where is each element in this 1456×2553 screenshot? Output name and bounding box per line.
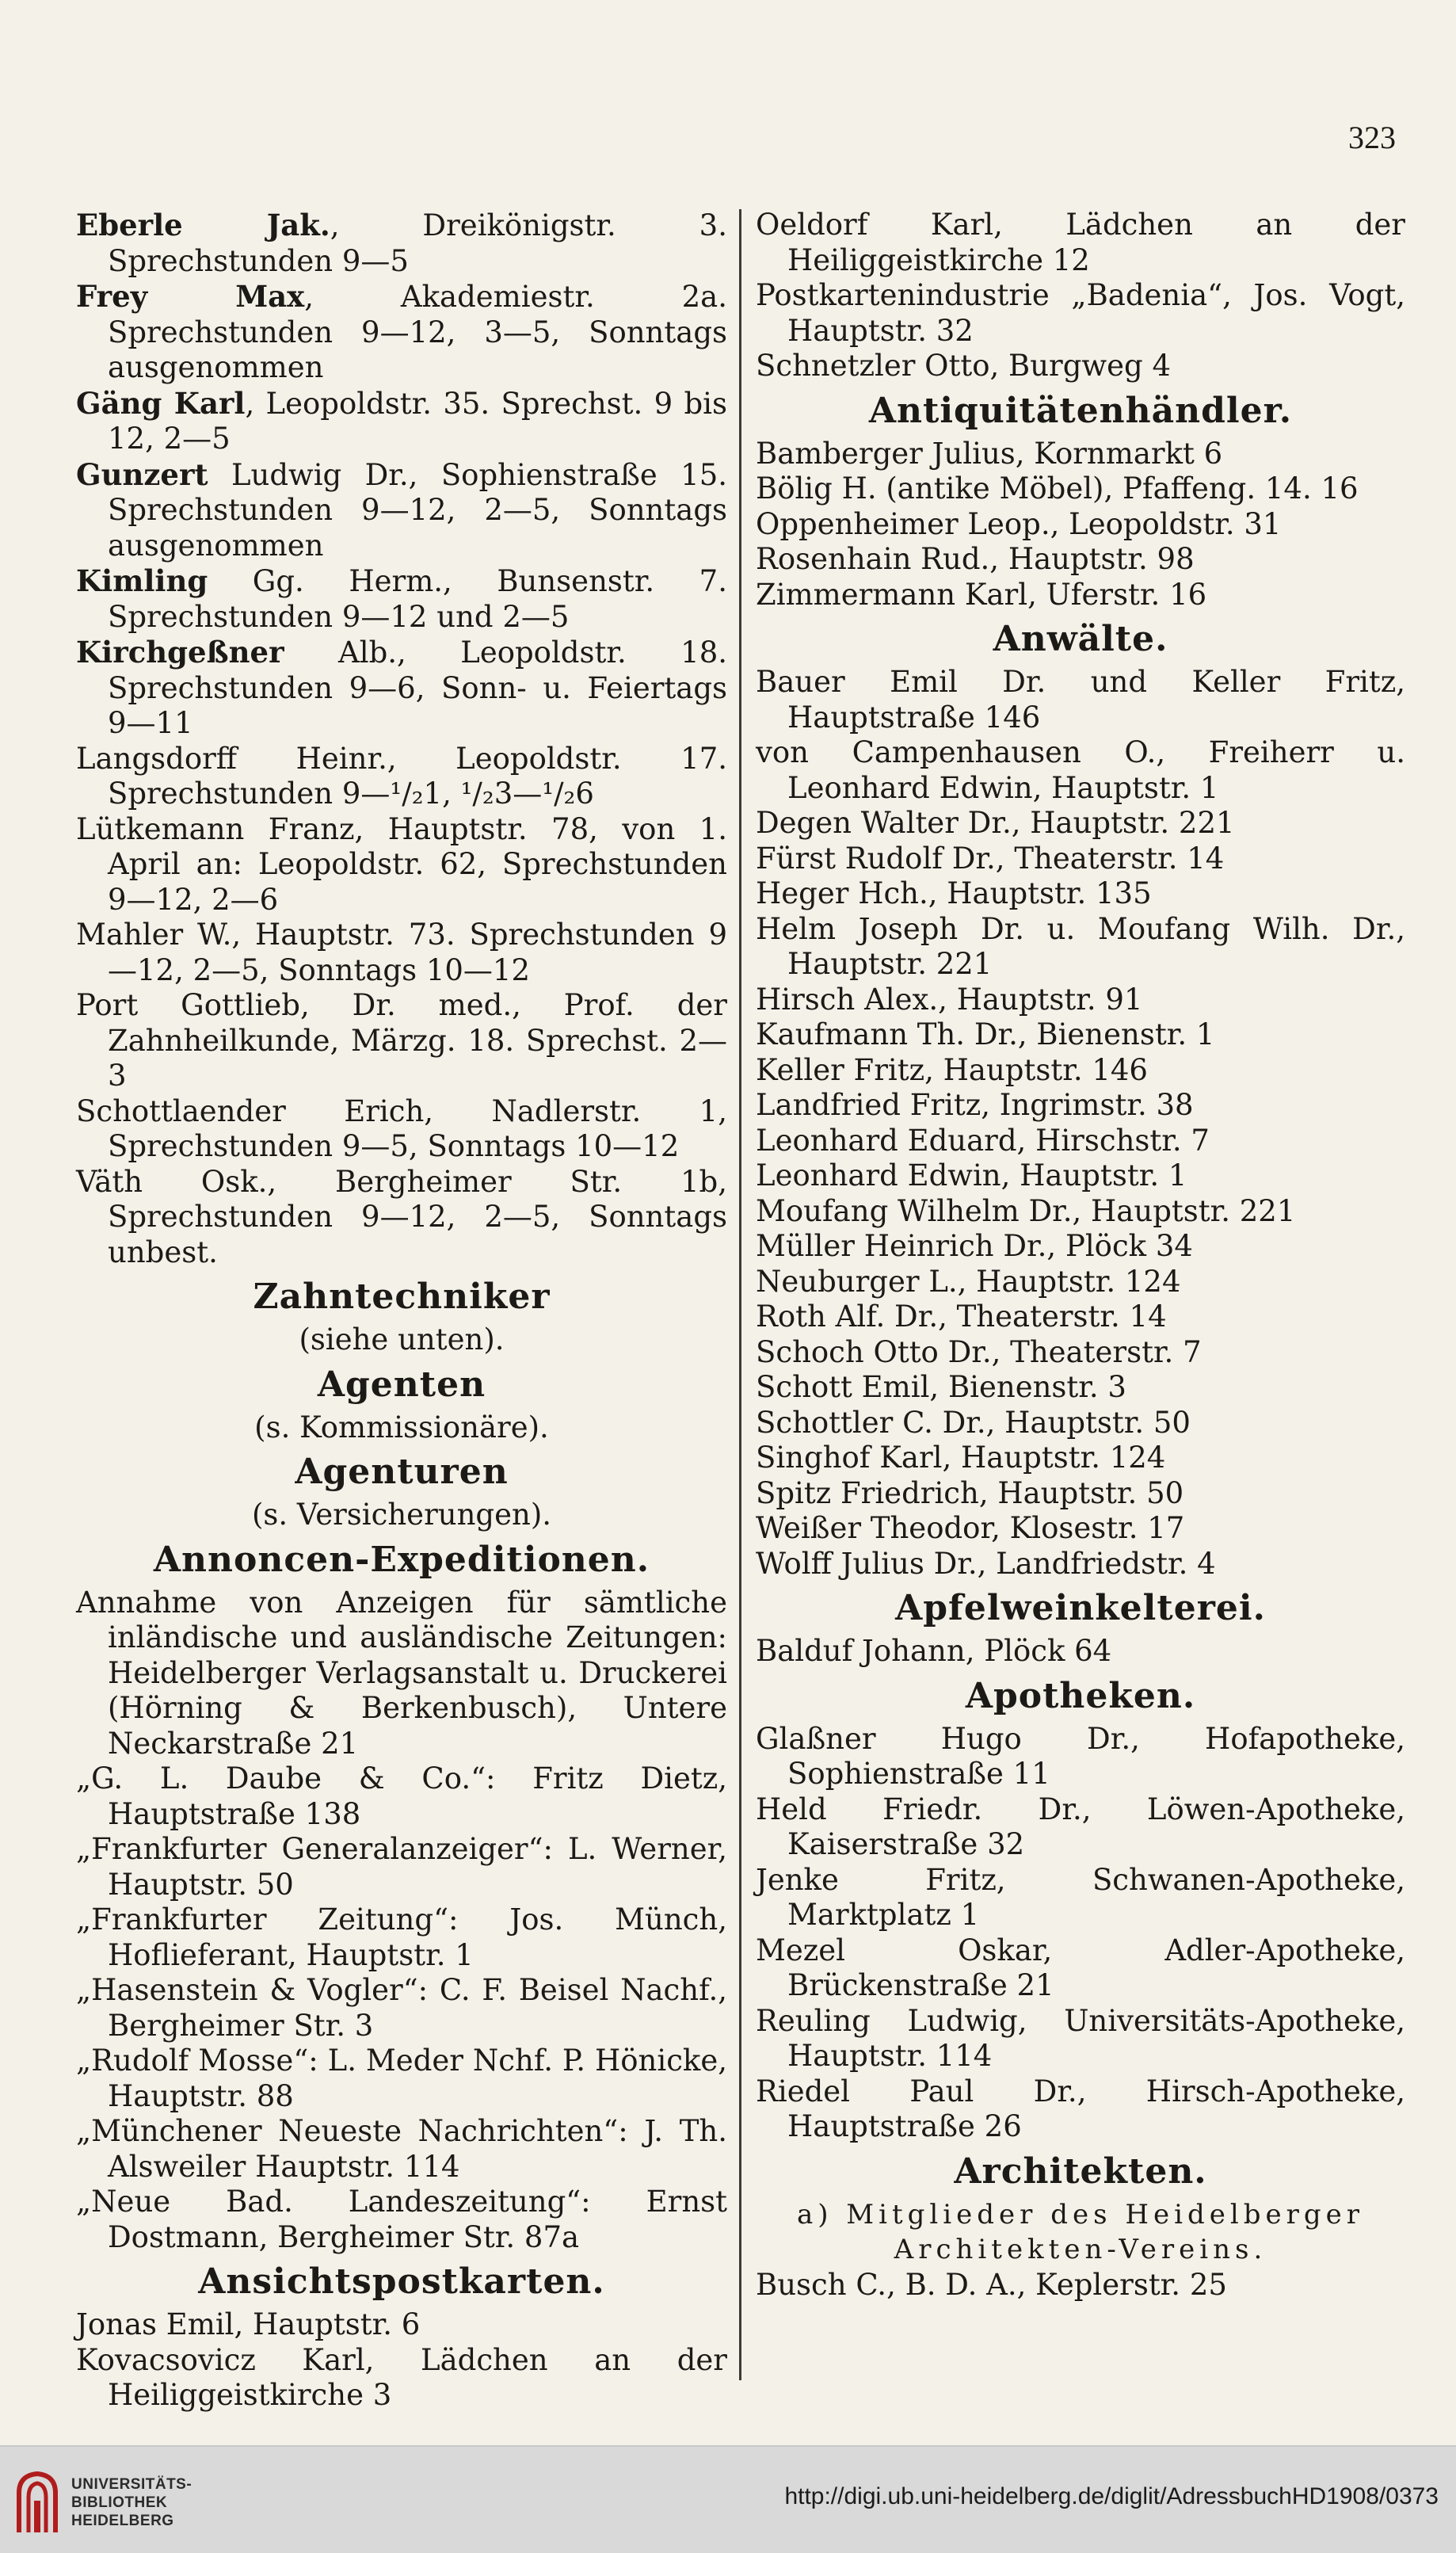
- section-heading: Architekten.: [954, 2150, 1207, 2192]
- directory-entry: [756, 1406, 1405, 1441]
- entry-text: „Frankfurter Zeitung“: Jos. Münch, Hoflieferant, Hauptstr. 1: [76, 1902, 727, 1972]
- directory-entry: [756, 735, 1405, 806]
- entry-text: Port Gottlieb, Dr. med., Prof. der Zahnheilkunde, Märzg. 18. Sprechst. 2—3: [76, 988, 727, 1093]
- directory-entry: [756, 1124, 1405, 1159]
- entry-text: Riedel Paul Dr., Hirsch-Apotheke, Hauptstraße 26: [756, 2074, 1405, 2143]
- entry-text: Helm Joseph Dr. u. Moufang Wilh. Dr., Hauptstr. 221: [756, 911, 1405, 981]
- entry-text: „Rudolf Mosse“: L. Meder Nchf. P. Hönicke, Hauptstr. 88: [76, 2044, 727, 2113]
- directory-entry: [756, 1634, 1405, 1670]
- section-heading: Zahntechniker: [253, 1276, 551, 1317]
- directory-entry: [756, 2074, 1405, 2145]
- section-note: (s. Versicherungen).: [251, 1498, 552, 1532]
- entry-text: Heger Hch., Hauptstr. 135: [756, 876, 1152, 910]
- directory-entry: [756, 2004, 1405, 2074]
- right-column: [756, 208, 1405, 2303]
- left-column: [76, 208, 727, 2414]
- section-heading: Apfelweinkelterei.: [895, 1588, 1266, 1628]
- directory-entry: [756, 876, 1405, 912]
- entry-name: Kimling: [76, 563, 208, 598]
- directory-entry: [76, 208, 727, 279]
- entry-text: Degen Walter Dr., Hauptstr. 221: [756, 806, 1235, 840]
- library-emblem-icon: [14, 2469, 60, 2536]
- entry-text: „Münchener Neueste Nachrichten“: J. Th. Alsweiler Hauptstr. 114: [76, 2114, 727, 2184]
- directory-entry: [756, 1158, 1405, 1194]
- entry-text: Held Friedr. Dr., Löwen-Apotheke, Kaiserstraße 32: [756, 1792, 1405, 1861]
- directory-entry: [76, 742, 727, 812]
- directory-entry: [76, 812, 727, 918]
- entry-text: Mahler W., Hauptstr. 73. Sprechstunden 9—12, 2—5, Sonntags 10—12: [76, 918, 727, 987]
- directory-entry: [756, 1265, 1405, 1300]
- entry-text: Spitz Friedrich, Hauptstr. 50: [756, 1475, 1184, 1510]
- entry-text: Busch C., B. D. A., Keplerstr. 25: [756, 2267, 1227, 2302]
- entry-text: Langsdorff Heinr., Leopoldstr. 17. Sprechstunden 9—¹/₂1, ¹/₂3—¹/₂6: [76, 741, 727, 811]
- entry-text: „Hasenstein & Vogler“: C. F. Beisel Nachf., Bergheimer Str. 3: [76, 1973, 727, 2043]
- entry-text: Bauer Emil Dr. und Keller Fritz, Hauptstraße 146: [756, 665, 1405, 735]
- entry-text: Landfried Fritz, Ingrimstr. 38: [756, 1088, 1194, 1122]
- entry-text: Annahme von Anzeigen für sämtliche inländische und ausländische Zeitungen: Heidelberger Verlagsanstalt u. Druckerei (Hörning & Berkenbusch), Untere Neckarstraße 21: [76, 1585, 727, 1761]
- directory-entry: [76, 1165, 727, 1271]
- entry-text: , Leopoldstr. 35. Sprechst. 9 bis 12, 2—5: [108, 386, 727, 456]
- directory-entry: [756, 578, 1405, 613]
- entry-text: , Akademiestr. 2a. Sprechstunden 9—12, 3—5, Sonntags ausgenommen: [108, 280, 727, 384]
- entry-text: „Frankfurter Generalanzeiger“: L. Werner, Hauptstr. 50: [76, 1832, 727, 1902]
- entry-text: Rosenhain Rud., Hauptstr. 98: [756, 542, 1195, 576]
- directory-entry: [76, 2044, 727, 2114]
- entry-text: Jenke Fritz, Schwanen-Apotheke, Marktplatz 1: [756, 1862, 1405, 1932]
- entry-text: Roth Alf. Dr., Theaterstr. 14: [756, 1299, 1167, 1334]
- entry-text: Väth Osk., Bergheimer Str. 1b, Sprechstunden 9—12, 2—5, Sonntags unbest.: [76, 1164, 727, 1269]
- entry-text: Oppenheimer Leop., Leopoldstr. 31: [756, 506, 1282, 541]
- entry-text: Zimmermann Karl, Uferstr. 16: [756, 577, 1207, 612]
- directory-entry: [76, 1832, 727, 1902]
- directory-entry: [756, 1476, 1405, 1512]
- directory-entry: [756, 1299, 1405, 1335]
- directory-entry: [76, 1973, 727, 2044]
- directory-entry: [756, 1722, 1405, 1792]
- entry-name: Gäng Karl: [76, 385, 246, 421]
- directory-entry: [756, 1441, 1405, 1476]
- directory-entry: [756, 1017, 1405, 1053]
- entry-text: Ludwig Dr., Sophienstraße 15. Sprechstunden 9—12, 2—5, Sonntags ausgenommen: [108, 457, 727, 563]
- entry-text: Kovacsovicz Karl, Lädchen an der Heiliggeistkirche 3: [76, 2342, 727, 2412]
- section-heading: Ansichtspostkarten.: [198, 2261, 605, 2302]
- source-url[interactable]: http://digi.ub.uni-heidelberg.de/diglit/AdressbuchHD1908/0373: [784, 2483, 1439, 2509]
- entry-text: Moufang Wilhelm Dr., Hauptstr. 221: [756, 1193, 1296, 1228]
- directory-entry: [76, 918, 727, 988]
- directory-entry: [756, 1792, 1405, 1863]
- entry-text: Balduf Johann, Plöck 64: [756, 1634, 1112, 1668]
- entry-text: Glaßner Hugo Dr., Hofapotheke, Sophienstraße 11: [756, 1721, 1405, 1791]
- directory-entry: [756, 1547, 1405, 1582]
- entry-text: Fürst Rudolf Dr., Theaterstr. 14: [756, 841, 1225, 876]
- entry-text: Müller Heinrich Dr., Plöck 34: [756, 1229, 1193, 1263]
- directory-entry: [756, 1335, 1405, 1371]
- entry-text: „Neue Bad. Landeszeitung“: Ernst Dostmann, Bergheimer Str. 87a: [76, 2185, 727, 2254]
- directory-entry: [756, 806, 1405, 841]
- directory-entry: [756, 542, 1405, 578]
- library-name: [71, 2475, 192, 2530]
- directory-entry: [76, 457, 727, 564]
- section-heading: Anwälte.: [993, 619, 1168, 659]
- entry-text: Wolff Julius Dr., Landfriedstr. 4: [756, 1546, 1216, 1581]
- directory-entry: [756, 349, 1405, 384]
- entry-text: Schott Emil, Bienenstr. 3: [756, 1370, 1126, 1404]
- entry-text: Postkartenindustrie „Badenia“, Jos. Vogt, Hauptstr. 32: [756, 278, 1405, 348]
- directory-entry: [756, 1088, 1405, 1124]
- directory-entry: [76, 2114, 727, 2185]
- entry-text: Jonas Emil, Hauptstr. 6: [76, 2307, 421, 2341]
- logo-line: UNIVERSITÄTS-: [71, 2475, 192, 2493]
- library-logo[interactable]: [14, 2464, 192, 2540]
- directory-entry: [756, 1370, 1405, 1406]
- entry-text: Alb., Leopoldstr. 18. Sprechstunden 9—6, Sonn- u. Feiertags 9—11: [108, 635, 727, 740]
- directory-entry: [756, 1511, 1405, 1547]
- directory-entry: [756, 983, 1405, 1018]
- entry-text: Oeldorf Karl, Lädchen an der Heiliggeistkirche 12: [756, 208, 1405, 277]
- entry-text: Weißer Theodor, Klosestr. 17: [756, 1511, 1185, 1545]
- entry-text: Schottlaender Erich, Nadlerstr. 1, Sprechstunden 9—5, Sonntags 10—12: [76, 1093, 727, 1163]
- entry-name: Eberle Jak.: [76, 208, 330, 242]
- entry-text: Mezel Oskar, Adler-Apotheke, Brückenstraße 21: [756, 1933, 1405, 2002]
- directory-entry: [76, 2185, 727, 2255]
- entry-text: Gg. Herm., Bunsenstr. 7. Sprechstunden 9—12 und 2—5: [108, 564, 727, 634]
- directory-entry: [756, 437, 1405, 472]
- directory-entry: [756, 278, 1405, 349]
- directory-entry: [756, 1863, 1405, 1933]
- directory-entry: [76, 1902, 727, 1973]
- directory-entry: [756, 208, 1405, 278]
- entry-text: Reuling Ludwig, Universitäts-Apotheke, Hauptstr. 114: [756, 2003, 1405, 2073]
- directory-entry: [756, 1053, 1405, 1089]
- entry-text: „G. L. Daube & Co.“: Fritz Dietz, Hauptstraße 138: [76, 1761, 727, 1831]
- directory-entry: [756, 1933, 1405, 2004]
- section-heading: Agenten: [317, 1364, 486, 1405]
- entry-text: Bamberger Julius, Kornmarkt 6: [756, 436, 1223, 471]
- entry-text: Kaufmann Th. Dr., Bienenstr. 1: [756, 1017, 1215, 1051]
- entry-text: Bölig H. (antike Möbel), Pfaffeng. 14. 16: [756, 471, 1359, 506]
- directory-entry: [756, 471, 1405, 507]
- directory-entry: [76, 1094, 727, 1165]
- directory-entry: [76, 279, 727, 386]
- section-note: (siehe unten).: [299, 1322, 505, 1357]
- directory-entry: [756, 841, 1405, 877]
- entry-text: Schoch Otto Dr., Theaterstr. 7: [756, 1334, 1202, 1369]
- section-subheading: a) Mitglieder des Heidelberger Architekten-Vereins.: [796, 2198, 1365, 2265]
- section-note: (s. Kommissionäre).: [254, 1410, 549, 1444]
- entry-text: Schnetzler Otto, Burgweg 4: [756, 349, 1171, 383]
- entry-text: , Dreikönigstr. 3. Sprechstunden 9—5: [108, 208, 727, 278]
- directory-entry: [756, 912, 1405, 983]
- directory-entry: [76, 988, 727, 1094]
- directory-entry: [76, 2307, 727, 2343]
- directory-entry: [76, 1761, 727, 1832]
- directory-entry: [76, 635, 727, 742]
- entry-text: Singhof Karl, Hauptstr. 124: [756, 1441, 1166, 1475]
- entry-text: Neuburger L., Hauptstr. 124: [756, 1264, 1181, 1299]
- section-heading: Antiquitätenhändler.: [868, 390, 1293, 431]
- entry-text: Leonhard Eduard, Hirschstr. 7: [756, 1123, 1210, 1158]
- logo-line: BIBLIOTHEK: [71, 2494, 168, 2511]
- page-number: 323: [1348, 120, 1396, 155]
- section-heading: Annoncen-Expeditionen.: [153, 1539, 650, 1580]
- entry-text: Hirsch Alex., Hauptstr. 91: [756, 982, 1143, 1017]
- entry-name: Frey Max: [76, 279, 305, 314]
- directory-entry: [76, 1586, 727, 1762]
- directory-entry: [756, 665, 1405, 735]
- entry-text: Leonhard Edwin, Hauptstr. 1: [756, 1158, 1187, 1193]
- column-divider: [739, 209, 741, 2380]
- directory-entry: [76, 563, 727, 635]
- entry-name: Kirchgeßner: [76, 635, 284, 670]
- directory-entry: [76, 2343, 727, 2414]
- section-heading: Agenturen: [295, 1452, 509, 1492]
- directory-entry: [756, 1194, 1405, 1230]
- entry-text: Schottler C. Dr., Hauptstr. 50: [756, 1405, 1191, 1440]
- entry-text: Lütkemann Franz, Hauptstr. 78, von 1. April an: Leopoldstr. 62, Sprechstunden 9—12, 2—6: [76, 811, 727, 917]
- directory-entry: [756, 1229, 1405, 1265]
- logo-line: HEIDELBERG: [71, 2512, 174, 2529]
- entry-text: Keller Fritz, Hauptstr. 146: [756, 1052, 1148, 1087]
- directory-entry: [756, 2268, 1405, 2303]
- entry-text: von Campenhausen O., Freiherr u. Leonhard Edwin, Hauptstr. 1: [756, 735, 1405, 805]
- viewer-footer: [0, 2445, 1456, 2553]
- entry-name: Gunzert: [76, 456, 208, 492]
- directory-entry: [756, 507, 1405, 543]
- directory-entry: [76, 386, 727, 457]
- section-heading: Apotheken.: [965, 1675, 1196, 1716]
